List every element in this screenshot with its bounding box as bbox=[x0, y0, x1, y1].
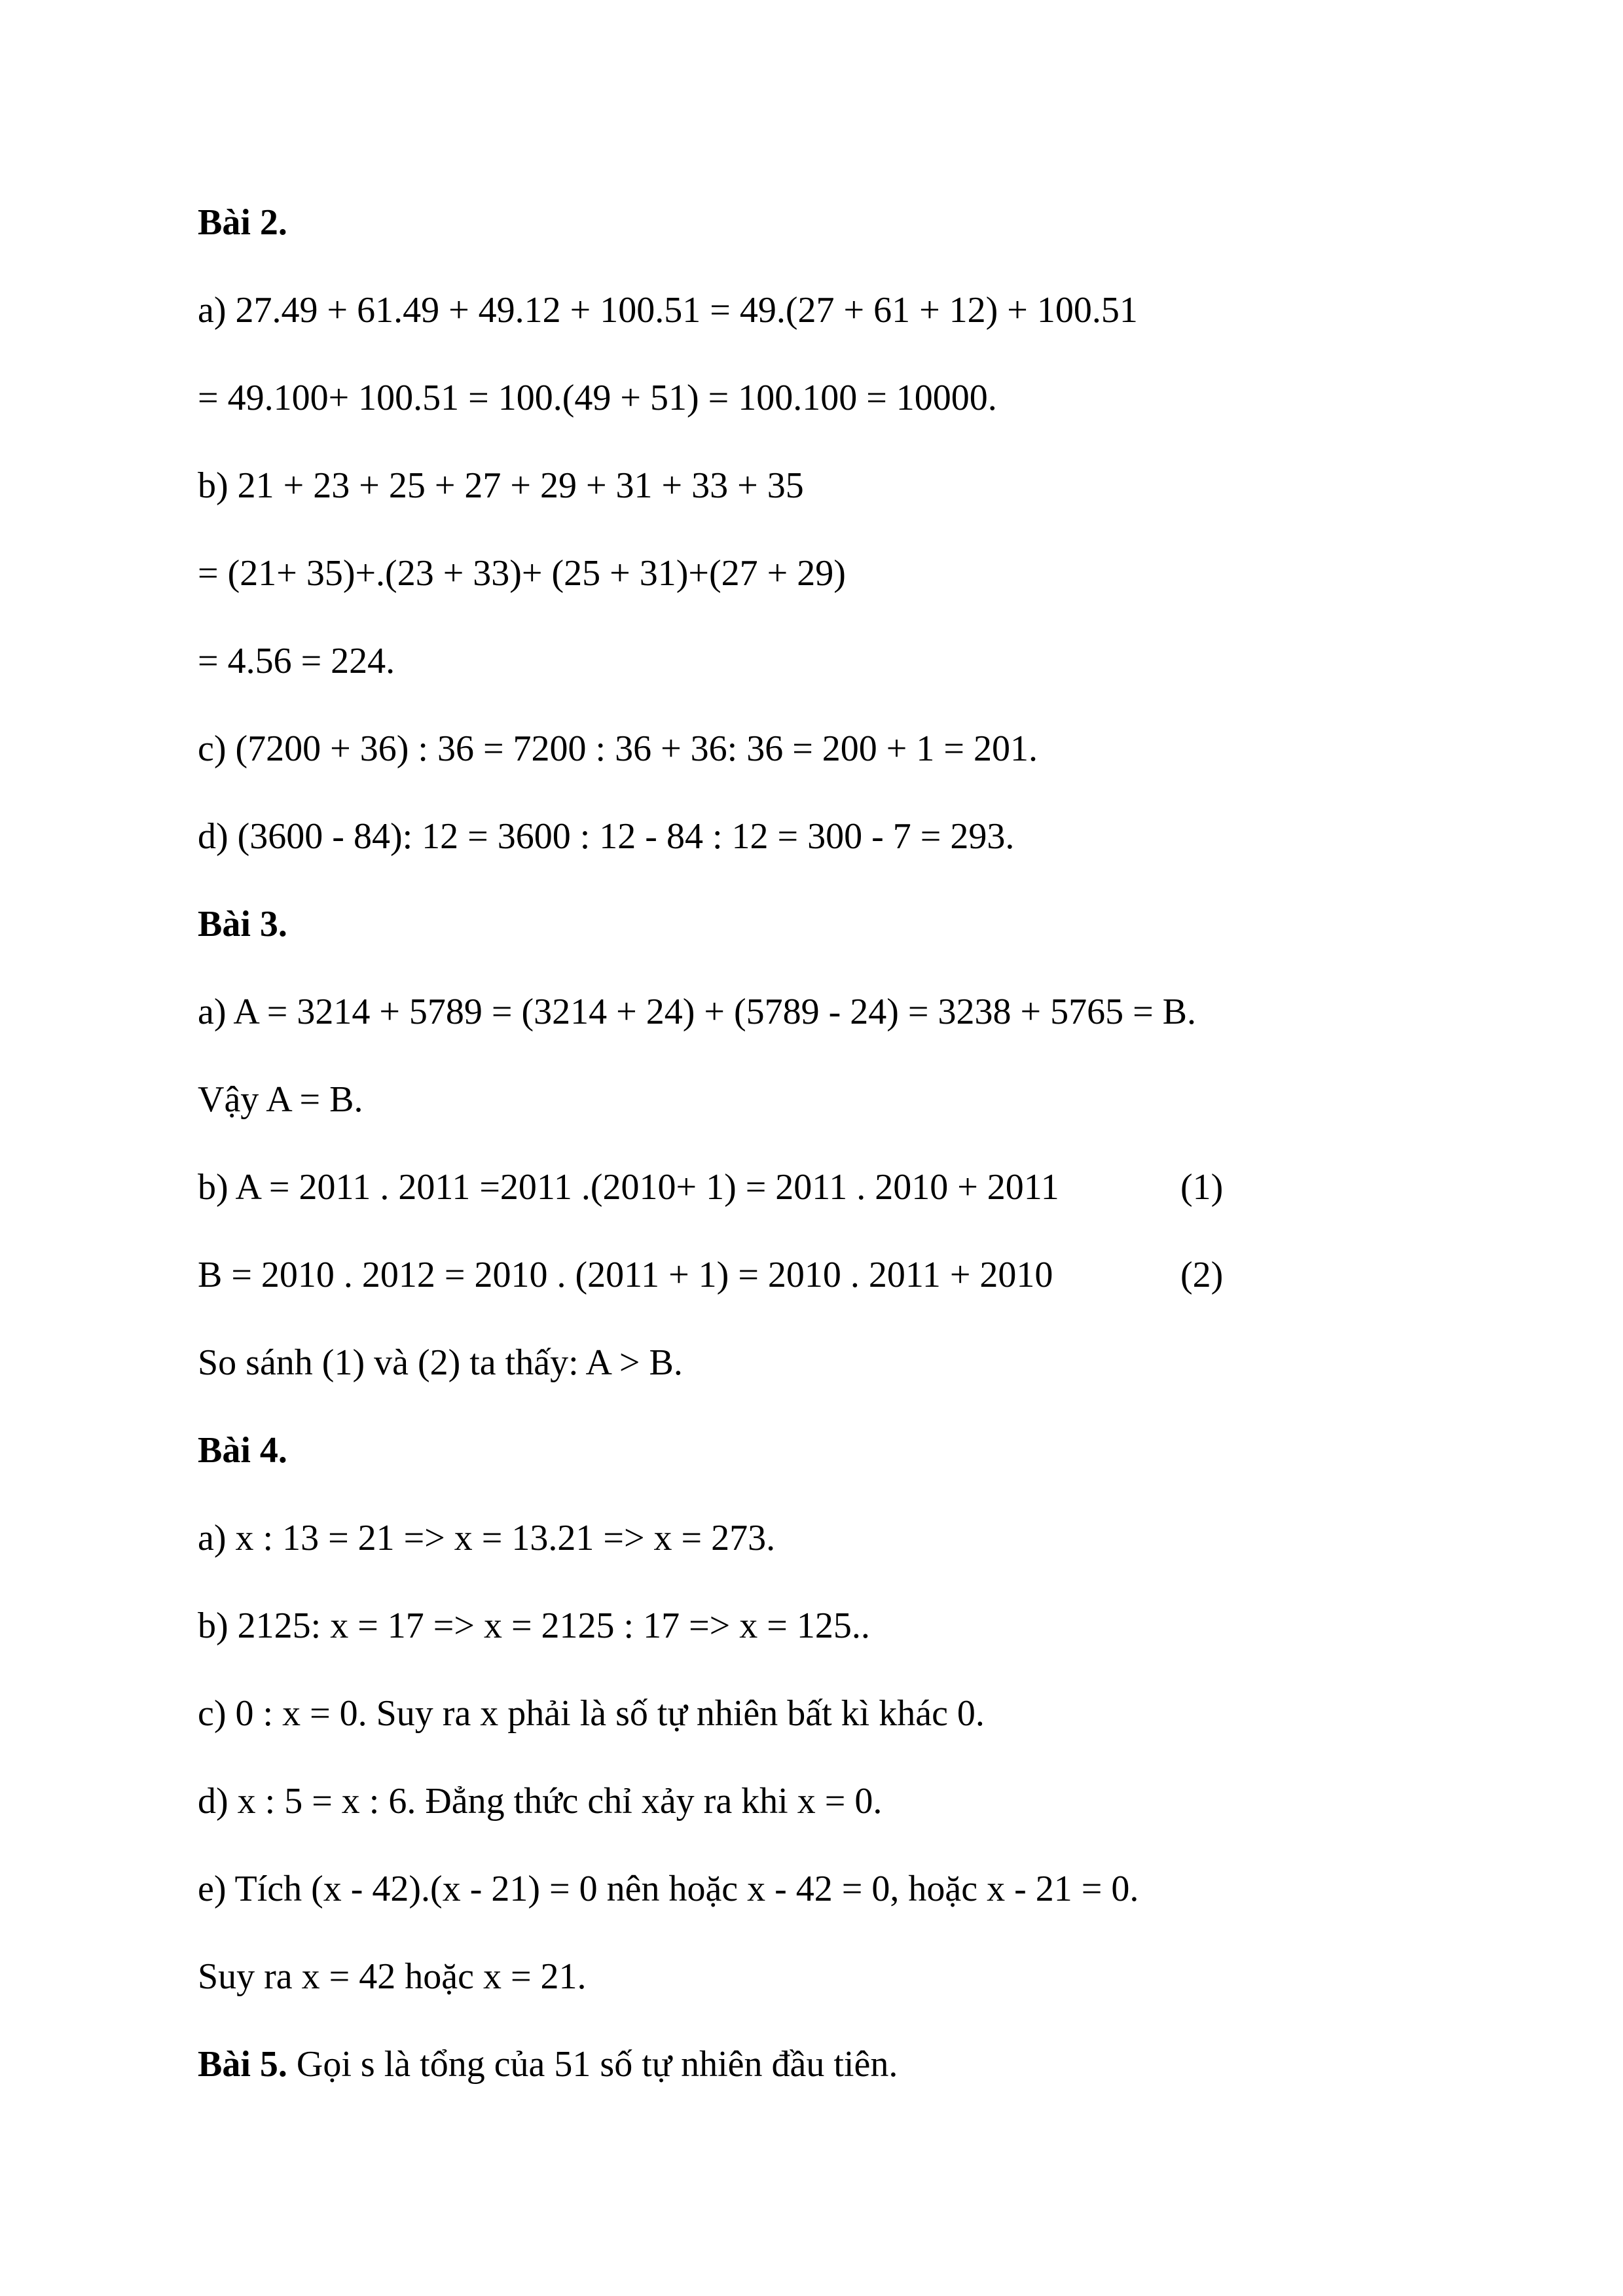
bai3-b-line2: B = 2010 . 2012 = 2010 . (2011 + 1) = 2010 . 2011 + 2010 bbox=[198, 1255, 1053, 1295]
bai5-heading: Bài 5. bbox=[198, 2044, 287, 2085]
bai2-a-line2: = 49.100+ 100.51 = 100.(49 + 51) = 100.100 = 10000. bbox=[198, 378, 997, 418]
bai3-a-line2: Vậy A = B. bbox=[198, 1079, 363, 1120]
bai3-a-line1: a) A = 3214 + 5789 = (3214 + 24) + (5789 - 24) = 3238 + 5765 = B. bbox=[198, 992, 1197, 1032]
bai2-a-line1: a) 27.49 + 61.49 + 49.12 + 100.51 = 49.(27 + 61 + 12) + 100.51 bbox=[198, 290, 1138, 331]
bai2-c: c) (7200 + 36) : 36 = 7200 : 36 + 36: 36 = 200 + 1 = 201. bbox=[198, 728, 1038, 769]
bai2-d: d) (3600 - 84): 12 = 3600 : 12 - 84 : 12 = 300 - 7 = 293. bbox=[198, 816, 1015, 857]
bai2-b-line3: = 4.56 = 224. bbox=[198, 641, 395, 681]
bai2-heading: Bài 2. bbox=[198, 202, 287, 243]
bai5-text: Gọi s là tổng của 51 số tự nhiên đầu tiên. bbox=[287, 2044, 898, 2085]
bai2-b-line2: = (21+ 35)+.(23 + 33)+ (25 + 31)+(27 + 29) bbox=[198, 553, 846, 594]
bai4-heading: Bài 4. bbox=[198, 1430, 287, 1471]
bai3-heading: Bài 3. bbox=[198, 904, 287, 944]
bai3-b-tag2: (2) bbox=[1180, 1255, 1224, 1295]
bai4-e-line1: e) Tích (x - 42).(x - 21) = 0 nên hoặc x - 42 = 0, hoặc x - 21 = 0. bbox=[198, 1869, 1139, 1909]
bai3-b-tag1: (1) bbox=[1180, 1167, 1224, 1208]
bai3-b-line1: b) A = 2011 . 2011 =2011 .(2010+ 1) = 2011 . 2010 + 2011 bbox=[198, 1167, 1059, 1208]
bai4-a: a) x : 13 = 21 => x = 13.21 => x = 273. bbox=[198, 1518, 776, 1558]
bai3-b-line3: So sánh (1) và (2) ta thấy: A > B. bbox=[198, 1342, 683, 1383]
bai4-d: d) x : 5 = x : 6. Đẳng thức chỉ xảy ra khi x = 0. bbox=[198, 1781, 883, 1821]
bai4-e-line2: Suy ra x = 42 hoặc x = 21. bbox=[198, 1956, 587, 1997]
bai4-b: b) 2125: x = 17 => x = 2125 : 17 => x = 125.. bbox=[198, 1605, 870, 1646]
bai2-b-line1: b) 21 + 23 + 25 + 27 + 29 + 31 + 33 + 35 bbox=[198, 465, 804, 506]
bai5-line bbox=[198, 2046, 898, 2083]
bai4-c: c) 0 : x = 0. Suy ra x phải là số tự nhiên bất kì khác 0. bbox=[198, 1693, 985, 1734]
